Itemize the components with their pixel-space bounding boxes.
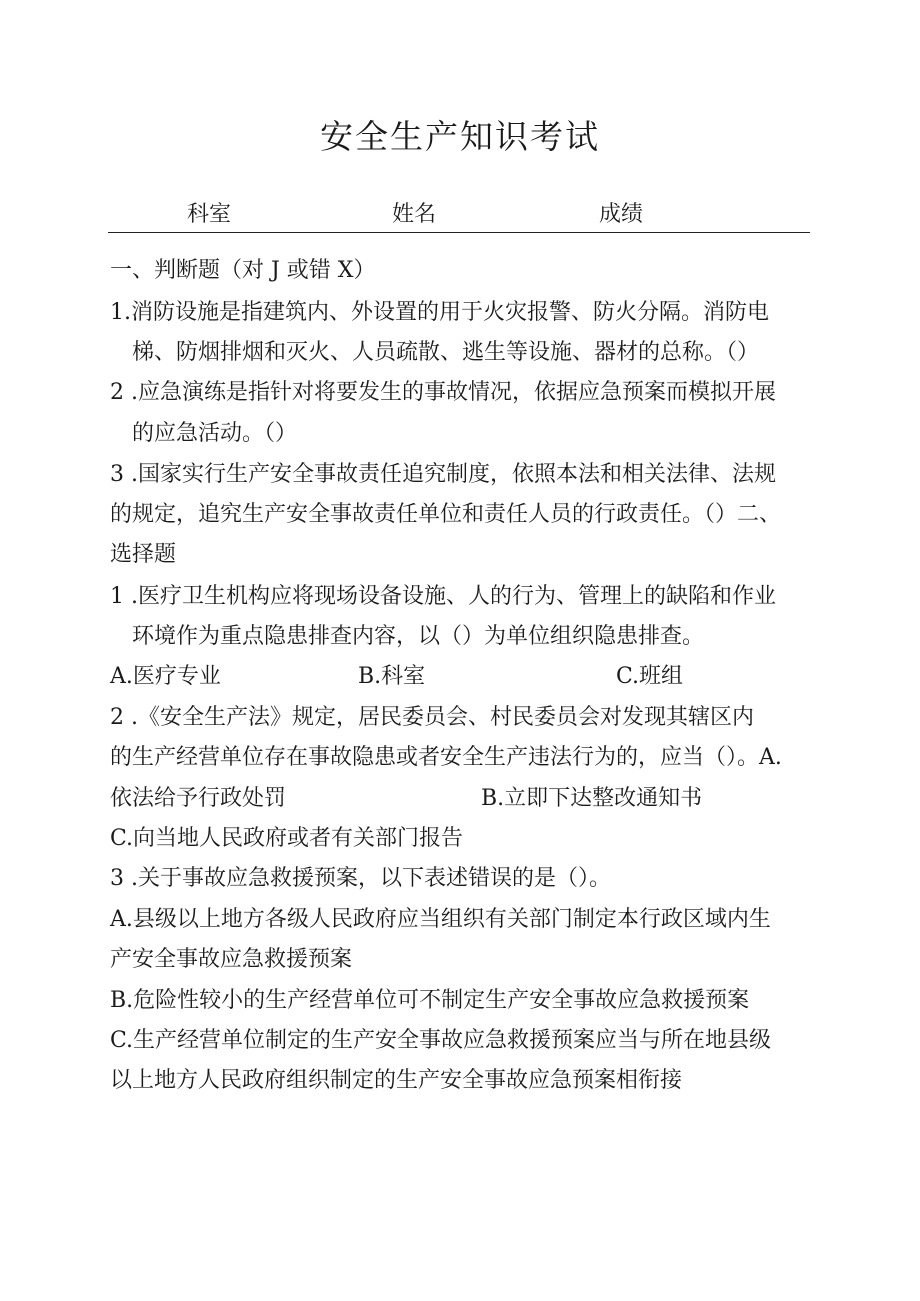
mc-question-1-option-a: A.医疗专业 bbox=[110, 664, 221, 689]
mc-question-1-option-b: B.科室 bbox=[358, 664, 426, 689]
mc-question-3-option-a-line-2: 产安全事故应急救援预案 bbox=[110, 947, 353, 972]
mc-question-3-option-c-line-1: C.生产经营单位制定的生产安全事故应急救援预案应当与所在地县级 bbox=[110, 1028, 772, 1053]
section-heading-true-false: 一、判断题（对 J 或错 X） bbox=[110, 258, 376, 283]
tf-question-3-line-1: 3 .国家实行生产安全事故责任追究制度，依照本法和相关法律、法规 bbox=[110, 462, 776, 487]
mc-question-1-line-1: 1 .医疗卫生机构应将现场设备设施、人的行为、管理上的缺陷和作业 bbox=[110, 584, 776, 609]
name-label: 姓名 bbox=[392, 202, 437, 227]
mc-question-3-option-b: B.危险性较小的生产经营单位可不制定生产安全事故应急救援预案 bbox=[110, 988, 750, 1013]
mc-question-3-line-1: 3 .关于事故应急救援预案，以下表述错误的是（）。 bbox=[110, 866, 611, 891]
exam-title: 安全生产知识考试 bbox=[320, 117, 600, 156]
mc-question-2-option-b: B.立即下达整改通知书 bbox=[481, 786, 703, 811]
tf-question-2-line-1: 2 .应急演练是指针对将要发生的事故情况，依据应急预案而模拟开展 bbox=[110, 380, 776, 405]
mc-question-2-option-a: 依法给予行政处罚 bbox=[110, 786, 287, 811]
tf-question-1-line-2: 梯、防烟排烟和灭火、人员疏散、逃生等设施、器材的总称。（） bbox=[132, 340, 760, 365]
header-underline bbox=[108, 232, 810, 233]
tf-question-3-line-2: 的规定，追究生产安全事故责任单位和责任人员的行政责任。（）二、 bbox=[110, 502, 782, 527]
mc-question-2-line-2: 的生产经营单位存在事故隐患或者安全生产违法行为的，应当（）。A. bbox=[110, 745, 782, 770]
tf-question-1-line-1: 1.消防设施是指建筑内、外设置的用于火灾报警、防火分隔。消防电 bbox=[110, 300, 769, 325]
mc-question-1-option-c: C.班组 bbox=[616, 664, 684, 689]
mc-question-3-option-c-line-2: 以上地方人民政府组织制定的生产安全事故应急预案相衔接 bbox=[110, 1068, 683, 1093]
score-label: 成绩 bbox=[599, 202, 644, 227]
mc-question-1-line-2: 环境作为重点隐患排查内容，以（）为单位组织隐患排查。 bbox=[132, 624, 705, 649]
section-heading-multiple-choice: 选择题 bbox=[110, 542, 177, 567]
mc-question-2-line-1: 2 .《安全生产法》规定，居民委员会、村民委员会对发现其辖区内 bbox=[110, 705, 754, 730]
mc-question-2-option-c: C.向当地人民政府或者有关部门报告 bbox=[110, 826, 464, 851]
department-label: 科室 bbox=[187, 202, 232, 227]
mc-question-3-option-a-line-1: A.县级以上地方各级人民政府应当组织有关部门制定本行政区域内生 bbox=[110, 907, 771, 932]
tf-question-2-line-2: 的应急活动。（） bbox=[132, 421, 298, 446]
